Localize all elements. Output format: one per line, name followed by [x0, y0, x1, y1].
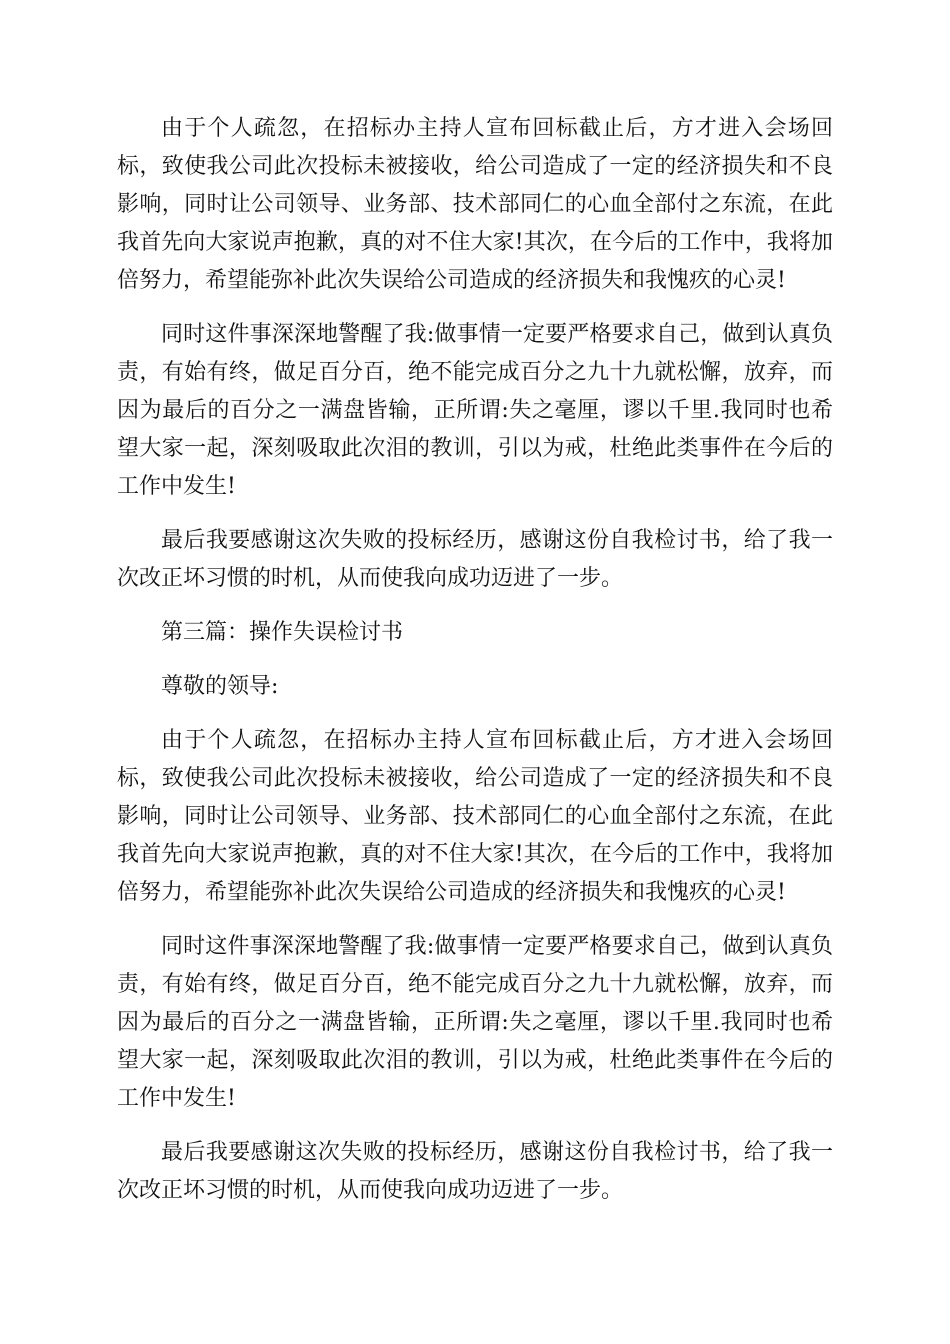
- section-heading: 第三篇：操作失误检讨书: [161, 620, 404, 645]
- paragraph-lesson-1: 同时这件事深深地警醒了我:做事情一定要严格要求自己，做到认真负责，有始有终，做足百分百，绝不能完成百分之九十九就松懈，放弃，而因为最后的百分之一满盘皆输，正所谓:失之毫厘，谬以千里.我同时也希望大家一起，深刻吸取此次泪的教训，引以为戒，杜绝此类事件在今后的工作中发生!: [117, 322, 833, 499]
- salutation: 尊敬的领导:: [161, 674, 279, 699]
- paragraph-apology-2: 由于个人疏忽，在招标办主持人宣布回标截止后，方才进入会场回标，致使我公司此次投标未被接收，给公司造成了一定的经济损失和不良影响，同时让公司领导、业务部、技术部同仁的心血全部付之东流，在此我首先向大家说声抱歉，真的对不住大家!其次，在今后的工作中，我将加倍努力，希望能弥补此次失误给公司造成的经济损失和我愧疚的心灵!: [117, 728, 833, 905]
- document-page: [117, 110, 833, 1226]
- paragraph-thanks-2: 最后我要感谢这次失败的投标经历，感谢这份自我检讨书，给了我一次改正坏习惯的时机，从而使我向成功迈进了一步。: [117, 1140, 833, 1203]
- paragraph-apology-1: 由于个人疏忽，在招标办主持人宣布回标截止后，方才进入会场回标，致使我公司此次投标未被接收，给公司造成了一定的经济损失和不良影响，同时让公司领导、业务部、技术部同仁的心血全部付之东流，在此我首先向大家说声抱歉，真的对不住大家!其次，在今后的工作中，我将加倍努力，希望能弥补此次失误给公司造成的经济损失和我愧疚的心灵!: [117, 116, 833, 293]
- paragraph-lesson-2: 同时这件事深深地警醒了我:做事情一定要严格要求自己，做到认真负责，有始有终，做足百分百，绝不能完成百分之九十九就松懈，放弃，而因为最后的百分之一满盘皆输，正所谓:失之毫厘，谬以千里.我同时也希望大家一起，深刻吸取此次泪的教训，引以为戒，杜绝此类事件在今后的工作中发生!: [117, 934, 833, 1111]
- paragraph-thanks-1: 最后我要感谢这次失败的投标经历，感谢这份自我检讨书，给了我一次改正坏习惯的时机，从而使我向成功迈进了一步。: [117, 528, 833, 591]
